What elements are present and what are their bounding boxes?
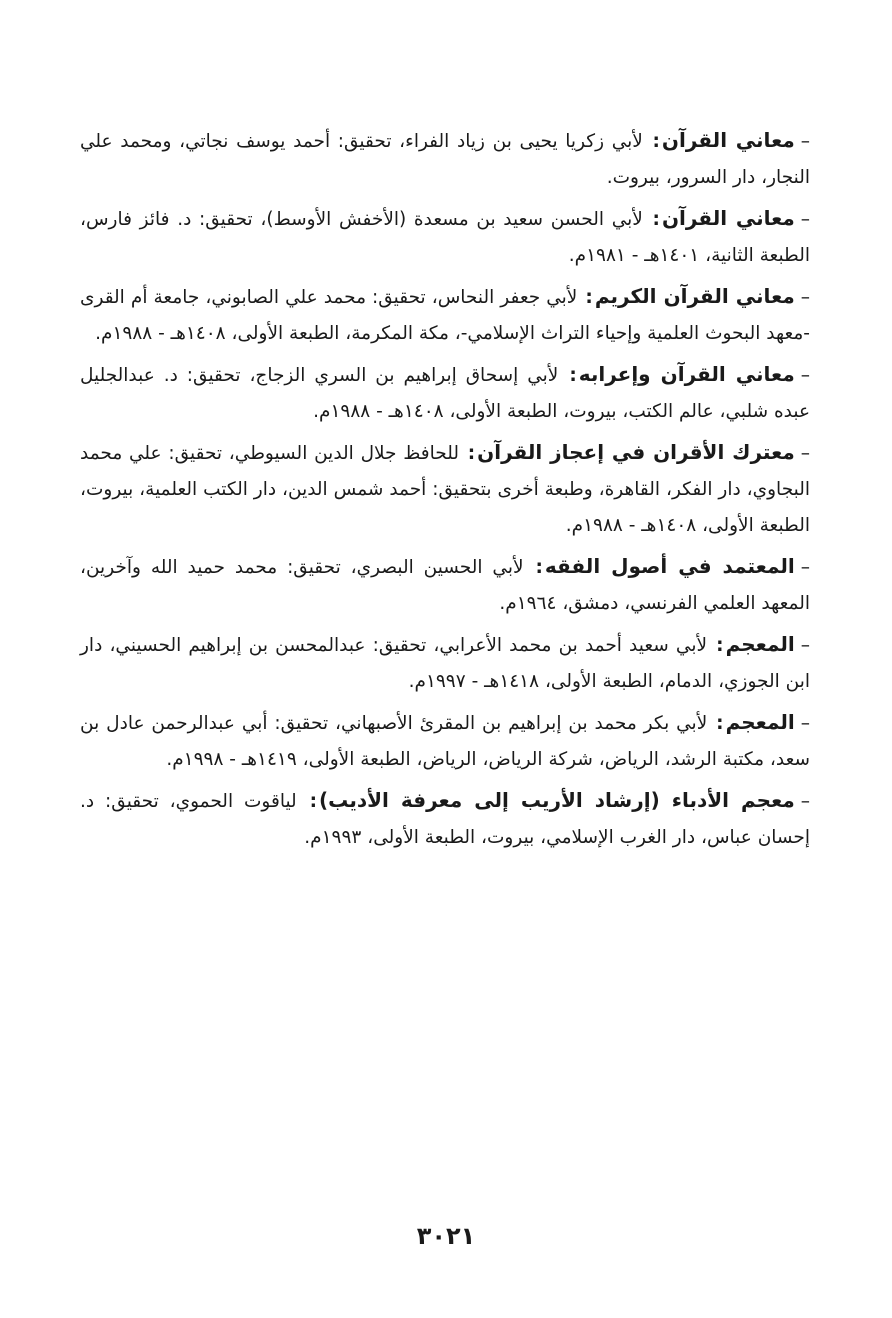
entry-body: لأبي سعيد أحمد بن محمد الأعرابي، تحقيق: عبدالمحسن بن إبراهيم الحسيني، دار ابن الجوزي، الدمام، الطبعة الأولى، ١٤١٨هـ - ١٩٩٧م. (80, 635, 810, 692)
entry-title: المعجم (725, 710, 795, 734)
entry-title: معجم الأدباء (إرشاد الأريب إلى معرفة الأديب) (319, 788, 795, 812)
bibliography-entry: –معترك الأقران في إعجاز القرآن: للحافظ جلال الدين السيوطي، تحقيق: علي محمد البجاوي، دار الفكر، القاهرة، وطبعة أخرى بتحقيق: أحمد شمس الدين، دار الكتب العلمية، بيروت، الطبعة الأولى، ١٤٠٨هـ - ١٩٨٨م. (80, 440, 810, 536)
entry-body: لأبي زكريا يحيى بن زياد الفراء، تحقيق: أحمد يوسف نجاتي، ومحمد علي النجار، دار السرور، بيروت. (80, 131, 810, 188)
entry-body: لأبي بكر محمد بن إبراهيم بن المقرئ الأصبهاني، تحقيق: أبي عبدالرحمن عادل بن سعد، مكتبة الرشد، الرياض، شركة الرياض، الرياض، الطبعة الأولى، ١٤١٩هـ - ١٩٩٨م. (80, 713, 810, 770)
page-number: ٣٠٢١ (416, 1222, 476, 1250)
entry-title: معاني القرآن الكريم (594, 284, 795, 308)
entry-body: لأبي الحسن سعيد بن مسعدة (الأخفش الأوسط)، تحقيق: د. فائز فارس، الطبعة الثانية، ١٤٠١هـ - ١٩٨١م. (80, 209, 810, 266)
bibliography-entry: –المعجم: لأبي سعيد أحمد بن محمد الأعرابي، تحقيق: عبدالمحسن بن إبراهيم الحسيني، دار ابن الجوزي، الدمام، الطبعة الأولى، ١٤١٨هـ - ١٩٩٧م. (80, 632, 810, 692)
entry-title: معاني القرآن (661, 128, 795, 152)
entry-body: لياقوت الحموي، تحقيق: د. إحسان عباس، دار الغرب الإسلامي، بيروت، الطبعة الأولى، ١٩٩٣م. (80, 791, 810, 848)
bibliography-entry: –معاني القرآن وإعرابه: لأبي إسحاق إبراهيم بن السري الزجاج، تحقيق: د. عبدالجليل عبده شلبي، عالم الكتب، بيروت، الطبعة الأولى، ١٤٠٨هـ - ١٩٨٨م. (80, 362, 810, 422)
bibliography-entry: –معاني القرآن: لأبي زكريا يحيى بن زياد الفراء، تحقيق: أحمد يوسف نجاتي، ومحمد علي النجار، دار السرور، بيروت. (80, 128, 810, 188)
entry-body: لأبي الحسين البصري، تحقيق: محمد حميد الله وآخرين، المعهد العلمي الفرنسي، دمشق، ١٩٦٤م. (80, 557, 810, 614)
bibliography-entry: –المعتمد في أصول الفقه: لأبي الحسين البصري، تحقيق: محمد حميد الله وآخرين، المعهد العلمي الفرنسي، دمشق، ١٩٦٤م. (80, 554, 810, 614)
bibliography-list (80, 122, 810, 860)
bibliography-entry: –معجم الأدباء (إرشاد الأريب إلى معرفة الأديب): لياقوت الحموي، تحقيق: د. إحسان عباس، دار الغرب الإسلامي، بيروت، الطبعة الأولى، ١٩٩٣م. (80, 788, 811, 848)
entry-title: معاني القرآن وإعرابه (578, 362, 795, 386)
entry-title: معترك الأقران في إعجاز القرآن (477, 440, 795, 464)
entry-body: لأبي إسحاق إبراهيم بن السري الزجاج، تحقيق: د. عبدالجليل عبده شلبي، عالم الكتب، بيروت، الطبعة الأولى، ١٤٠٨هـ - ١٩٨٨م. (80, 365, 810, 422)
entry-body: للحافظ جلال الدين السيوطي، تحقيق: علي محمد البجاوي، دار الفكر، القاهرة، وطبعة أخرى بتحقيق: أحمد شمس الدين، دار الكتب العلمية، بيروت، الطبعة الأولى، ١٤٠٨هـ - ١٩٨٨م. (80, 443, 810, 536)
entry-body: لأبي جعفر النحاس، تحقيق: محمد علي الصابوني، جامعة أم القرى -معهد البحوث العلمية وإحياء التراث الإسلامي-، مكة المكرمة، الطبعة الأولى، ١٤٠٨هـ - ١٩٨٨م. (80, 287, 810, 344)
bibliography-entry: –معاني القرآن الكريم: لأبي جعفر النحاس، تحقيق: محمد علي الصابوني، جامعة أم القرى -معهد البحوث العلمية وإحياء التراث الإسلامي-، مكة المكرمة، الطبعة الأولى، ١٤٠٨هـ - ١٩٨٨م. (80, 284, 810, 344)
bibliography-entry: –معاني القرآن: لأبي الحسن سعيد بن مسعدة (الأخفش الأوسط)، تحقيق: د. فائز فارس، الطبعة الثانية، ١٤٠١هـ - ١٩٨١م. (80, 206, 811, 266)
entry-title: معاني القرآن (661, 206, 795, 230)
entry-title: المعجم (725, 632, 795, 656)
bibliography-entry: –المعجم: لأبي بكر محمد بن إبراهيم بن المقرئ الأصبهاني، تحقيق: أبي عبدالرحمن عادل بن سعد، مكتبة الرشد، الرياض، شركة الرياض، الرياض، الطبعة الأولى، ١٤١٩هـ - ١٩٩٨م. (80, 710, 810, 770)
entry-title: المعتمد في أصول الفقه (544, 554, 795, 578)
